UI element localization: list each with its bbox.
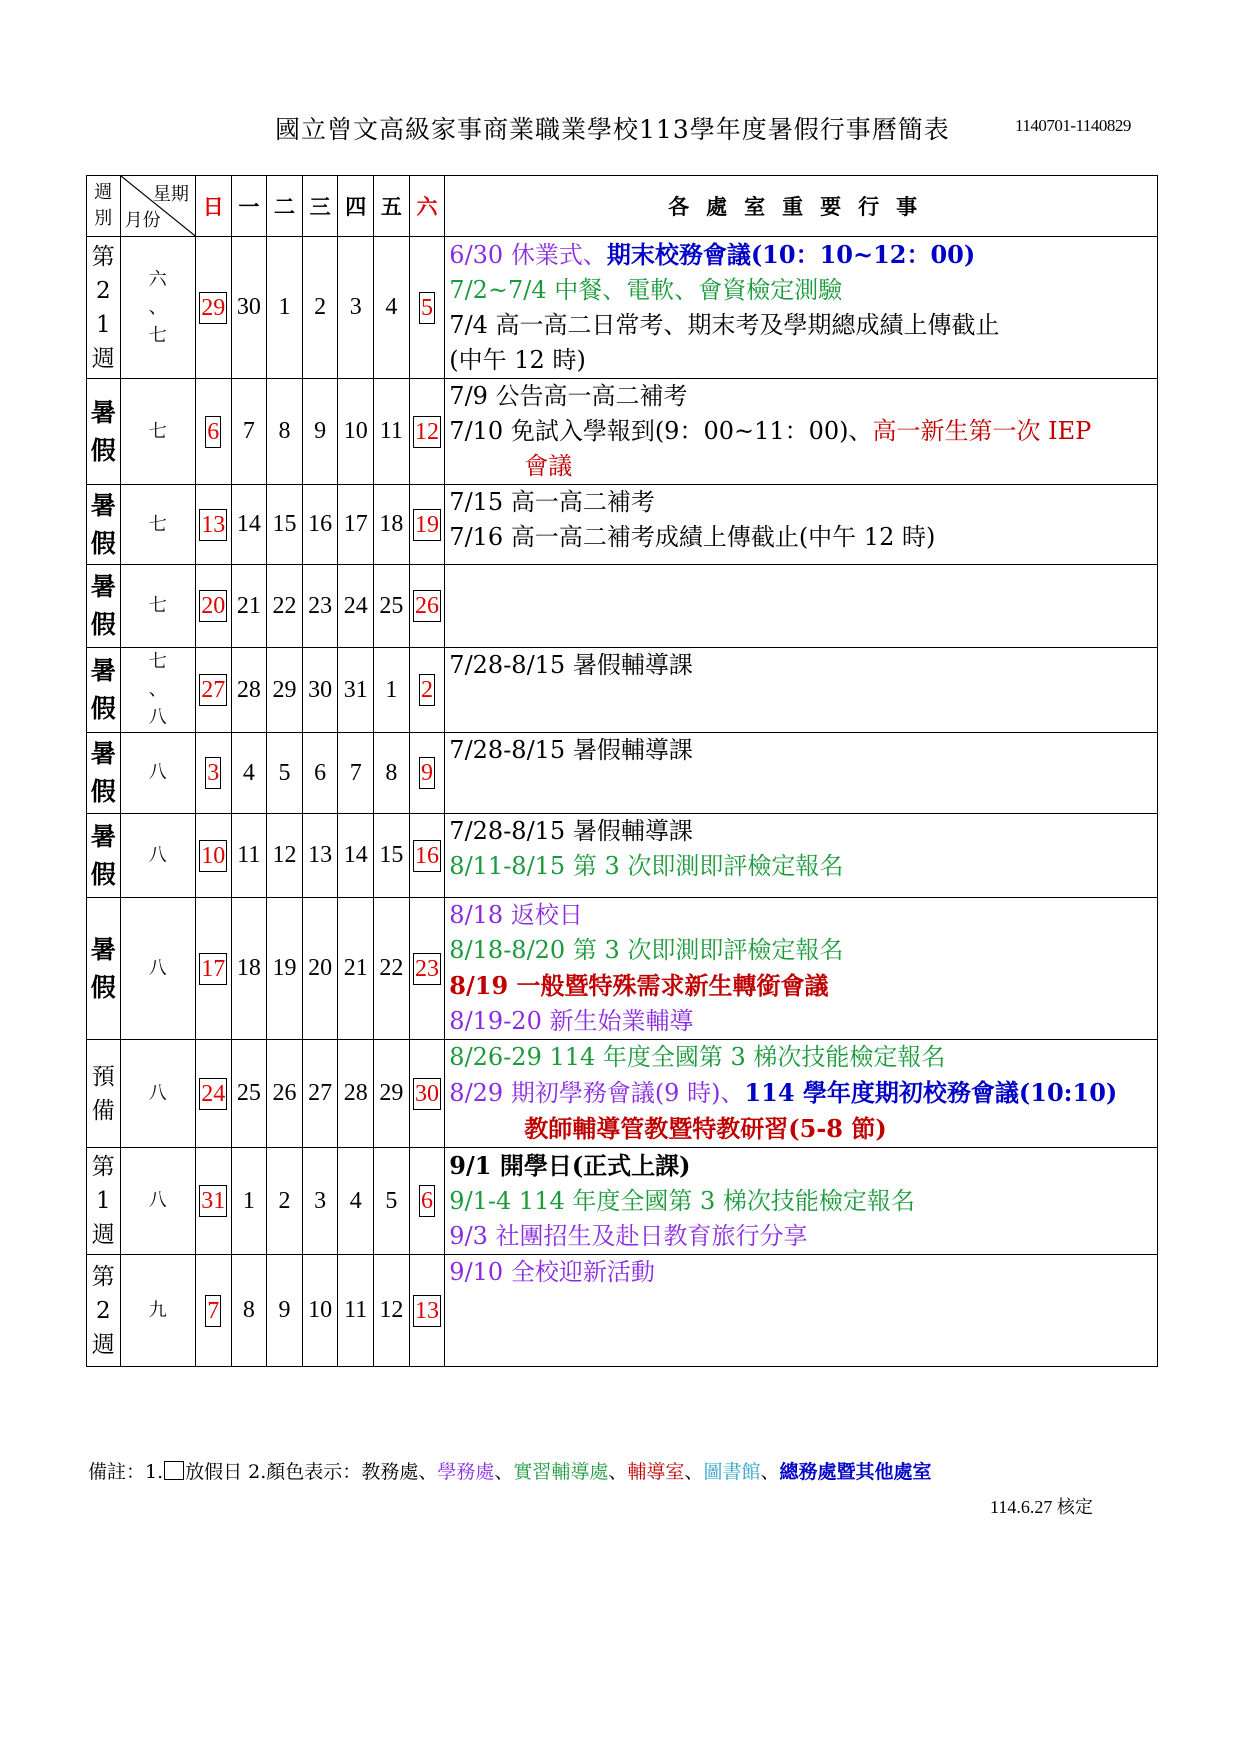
event-line (449, 1219, 1153, 1254)
month-label: 八 (120, 1148, 195, 1255)
date-cell: 4 (374, 237, 410, 379)
table-row (87, 1255, 1158, 1367)
holiday-date-cell: 19 (409, 485, 445, 565)
holiday-date-cell: 13 (195, 485, 231, 565)
events-cell (445, 237, 1158, 379)
legend-item: 學務處 (437, 1461, 495, 1483)
event-text: 高一新生第一次 IEP (872, 417, 1092, 445)
date-cell: 1 (374, 648, 410, 733)
date-cell: 22 (267, 565, 303, 648)
legend-item: 、 (608, 1461, 628, 1483)
holiday-date-cell: 27 (195, 648, 231, 733)
event-line (449, 449, 1153, 484)
month-label: 六 、 七 (120, 237, 195, 379)
date-cell: 30 (231, 237, 267, 379)
date-cell: 16 (302, 485, 338, 565)
date-cell: 14 (338, 814, 374, 898)
event-text: 9/3 社團招生及赴日教育旅行分享 (449, 1222, 808, 1250)
holiday-date-cell: 5 (409, 237, 445, 379)
date-cell: 30 (302, 648, 338, 733)
event-text: 9/10 全校迎新活動 (449, 1258, 655, 1286)
holiday-date-cell: 29 (195, 237, 231, 379)
date-cell: 9 (302, 379, 338, 485)
date-cell: 11 (374, 379, 410, 485)
legend-item: 、 (418, 1461, 438, 1483)
date-cell: 6 (302, 733, 338, 814)
date-cell: 17 (338, 485, 374, 565)
date-cell: 3 (338, 237, 374, 379)
approval-date: 114.6.27 核定 (990, 1497, 1093, 1517)
holiday-date-cell: 2 (409, 648, 445, 733)
event-text: 8/11-8/15 第 3 次即測即評檢定報名 (449, 852, 844, 880)
date-cell: 5 (374, 1148, 410, 1255)
event-line (449, 343, 1153, 378)
date-cell: 20 (302, 898, 338, 1040)
month-label: 七 (120, 565, 195, 648)
date-range-code: 1140701-1140829 (1015, 116, 1131, 135)
event-text: 7/9 公告高一高二補考 (449, 382, 688, 410)
date-cell: 1 (231, 1148, 267, 1255)
date-cell: 25 (374, 565, 410, 648)
holiday-date-cell: 3 (195, 733, 231, 814)
event-text: 8/19 一般暨特殊需求新生轉銜會議 (449, 971, 829, 1000)
date-cell: 29 (267, 648, 303, 733)
holiday-box-icon (164, 1461, 184, 1480)
date-cell: 18 (231, 898, 267, 1040)
week-label: 暑 假 (87, 648, 121, 733)
event-line (449, 414, 1153, 449)
holiday-date-cell: 23 (409, 898, 445, 1040)
week-label: 預 備 (87, 1040, 121, 1148)
holiday-date-cell: 26 (409, 565, 445, 648)
date-cell: 5 (267, 733, 303, 814)
holiday-date-cell: 12 (409, 379, 445, 485)
weekday-month-header (120, 176, 195, 237)
table-row (87, 379, 1158, 485)
holiday-date-cell: 13 (409, 1255, 445, 1367)
table-row (87, 1148, 1158, 1255)
day-header-thu: 四 (338, 176, 374, 237)
legend-item: 輔導室 (627, 1461, 685, 1483)
date-cell: 7 (338, 733, 374, 814)
event-line (449, 648, 1153, 683)
date-cell: 28 (231, 648, 267, 733)
event-text: 7/4 高一高二日常考、期末考及學期總成績上傳截止 (449, 311, 1000, 339)
event-text: 7/2~7/4 中餐、電軟、會資檢定測驗 (449, 276, 843, 304)
date-cell: 4 (231, 733, 267, 814)
month-label: 七 、 八 (120, 648, 195, 733)
day-header-tue: 二 (267, 176, 303, 237)
event-text: 9/1-4 114 年度全國第 3 梯次技能檢定報名 (449, 1187, 915, 1215)
date-cell: 21 (338, 898, 374, 1040)
table-row (87, 814, 1158, 898)
date-cell: 21 (231, 565, 267, 648)
event-text: 7/28-8/15 暑假輔導課 (449, 736, 693, 764)
holiday-date-cell: 17 (195, 898, 231, 1040)
event-text: 8/18 返校日 (449, 901, 583, 929)
legend-item: 、 (494, 1461, 514, 1483)
holiday-date-cell: 9 (409, 733, 445, 814)
holiday-date-cell: 7 (195, 1255, 231, 1367)
week-label: 第 1 週 (87, 1148, 121, 1255)
week-label: 暑 假 (87, 565, 121, 648)
week-column-header: 週 別 (87, 176, 121, 237)
holiday-date-cell: 20 (195, 565, 231, 648)
events-cell (445, 733, 1158, 814)
event-text: 教師輔導管教暨特教研習(5-8 節) (524, 1114, 887, 1143)
month-label: 八 (120, 898, 195, 1040)
day-header-mon: 一 (231, 176, 267, 237)
date-cell: 12 (267, 814, 303, 898)
table-row (87, 1040, 1158, 1148)
event-line (449, 485, 1153, 520)
events-cell (445, 814, 1158, 898)
date-cell: 29 (374, 1040, 410, 1148)
event-line (449, 933, 1153, 968)
day-header-wed: 三 (302, 176, 338, 237)
month-label: 九 (120, 1255, 195, 1367)
table-row (87, 733, 1158, 814)
date-cell: 28 (338, 1040, 374, 1148)
event-text: 會議 (524, 452, 573, 480)
date-cell: 25 (231, 1040, 267, 1148)
date-cell: 14 (231, 485, 267, 565)
event-text: 期末校務會議(10：10~12：00) (606, 240, 976, 269)
events-cell (445, 565, 1158, 648)
event-line (449, 237, 1153, 273)
date-cell: 10 (338, 379, 374, 485)
event-text: 7/28-8/15 暑假輔導課 (449, 651, 693, 679)
events-cell (445, 379, 1158, 485)
month-label: 八 (120, 733, 195, 814)
event-text: 114 學年度期初校務會議(10:10) (744, 1078, 1118, 1107)
events-cell (445, 1255, 1158, 1367)
footnote-prefix: 備註：1. (88, 1461, 164, 1483)
date-cell: 12 (374, 1255, 410, 1367)
events-cell (445, 485, 1158, 565)
page-title: 國立曾文高級家事商業職業學校113學年度暑假行事曆簡表 (275, 115, 950, 144)
date-cell: 7 (231, 379, 267, 485)
event-line (449, 1184, 1153, 1219)
holiday-date-cell: 6 (195, 379, 231, 485)
date-cell: 4 (338, 1148, 374, 1255)
event-text: 8/18-8/20 第 3 次即測即評檢定報名 (449, 936, 844, 964)
holiday-date-cell: 31 (195, 1148, 231, 1255)
month-label: 七 (120, 485, 195, 565)
event-line (449, 898, 1153, 933)
week-label: 暑 假 (87, 485, 121, 565)
date-cell: 18 (374, 485, 410, 565)
events-cell (445, 648, 1158, 733)
date-cell: 3 (302, 1148, 338, 1255)
date-cell: 1 (267, 237, 303, 379)
date-cell: 8 (231, 1255, 267, 1367)
table-row (87, 237, 1158, 379)
calendar-table (86, 175, 1158, 1367)
events-cell (445, 898, 1158, 1040)
event-line (449, 733, 1153, 768)
legend-item: 、 (684, 1461, 704, 1483)
event-line (449, 1148, 1153, 1184)
date-cell: 2 (267, 1148, 303, 1255)
week-label: 第 2 週 (87, 1255, 121, 1367)
legend-item: 實習輔導處 (513, 1461, 609, 1483)
event-line (449, 968, 1153, 1004)
weekday-label: 星期 (152, 184, 189, 205)
event-line (449, 1075, 1153, 1111)
holiday-date-cell: 10 (195, 814, 231, 898)
color-legend (361, 1461, 931, 1483)
day-header-sun: 日 (195, 176, 231, 237)
event-text: 8/19-20 新生始業輔導 (449, 1007, 694, 1035)
event-text: 7/16 高一高二補考成績上傳截止(中午 12 時) (449, 523, 936, 551)
date-cell: 26 (267, 1040, 303, 1148)
events-header: 各處室重要行事 (445, 176, 1158, 237)
event-line (449, 308, 1153, 343)
date-cell: 8 (267, 379, 303, 485)
event-text: 8/26-29 114 年度全國第 3 梯次技能檢定報名 (449, 1043, 946, 1071)
month-label: 八 (120, 814, 195, 898)
event-text: 7/15 高一高二補考 (449, 488, 655, 516)
date-cell: 10 (302, 1255, 338, 1367)
event-line (449, 273, 1153, 308)
events-cell (445, 1148, 1158, 1255)
footnote-holiday: 放假日 2.顏色表示： (185, 1461, 362, 1483)
event-line (449, 1040, 1153, 1075)
event-text: (中午 12 時) (449, 346, 586, 374)
date-cell: 9 (267, 1255, 303, 1367)
date-cell: 24 (338, 565, 374, 648)
date-cell: 22 (374, 898, 410, 1040)
week-label: 第 2 1 週 (87, 237, 121, 379)
title-row (0, 110, 1241, 150)
event-text: 7/10 免試入學報到(9：00~11：00)、 (449, 417, 873, 445)
month-label: 八 (120, 1040, 195, 1148)
date-cell: 13 (302, 814, 338, 898)
table-row (87, 648, 1158, 733)
month-label: 七 (120, 379, 195, 485)
header-row (87, 176, 1158, 237)
table-row (87, 485, 1158, 565)
event-line (449, 814, 1153, 849)
date-cell: 2 (302, 237, 338, 379)
date-cell: 15 (267, 485, 303, 565)
month-label: 月份 (124, 210, 161, 231)
date-cell: 11 (338, 1255, 374, 1367)
event-text: 6/30 休業式、 (449, 241, 607, 269)
holiday-date-cell: 6 (409, 1148, 445, 1255)
legend-item: 圖書館 (703, 1461, 761, 1483)
event-text: 9/1 開學日(正式上課) (449, 1151, 691, 1180)
date-cell: 27 (302, 1040, 338, 1148)
events-cell (445, 1040, 1158, 1148)
event-line (449, 520, 1153, 555)
week-label: 暑 假 (87, 733, 121, 814)
event-text: 8/29 期初學務會議(9 時)、 (449, 1079, 745, 1107)
event-text: 7/28-8/15 暑假輔導課 (449, 817, 693, 845)
week-label: 暑 假 (87, 898, 121, 1040)
week-label: 暑 假 (87, 379, 121, 485)
footnote (88, 1457, 931, 1484)
holiday-date-cell: 24 (195, 1040, 231, 1148)
day-header-fri: 五 (374, 176, 410, 237)
day-header-sat: 六 (409, 176, 445, 237)
table-row (87, 898, 1158, 1040)
date-cell: 8 (374, 733, 410, 814)
date-cell: 15 (374, 814, 410, 898)
legend-item: 總務處暨其他處室 (779, 1461, 932, 1483)
event-line (449, 1255, 1153, 1290)
date-cell: 23 (302, 565, 338, 648)
legend-item: 、 (760, 1461, 780, 1483)
holiday-date-cell: 16 (409, 814, 445, 898)
date-cell: 11 (231, 814, 267, 898)
event-line (449, 849, 1153, 884)
event-line (449, 1111, 1153, 1147)
holiday-date-cell: 30 (409, 1040, 445, 1148)
event-line (449, 379, 1153, 414)
event-line (449, 1004, 1153, 1039)
week-label: 暑 假 (87, 814, 121, 898)
table-row (87, 565, 1158, 648)
date-cell: 31 (338, 648, 374, 733)
date-cell: 19 (267, 898, 303, 1040)
legend-item: 教務處 (361, 1461, 419, 1483)
